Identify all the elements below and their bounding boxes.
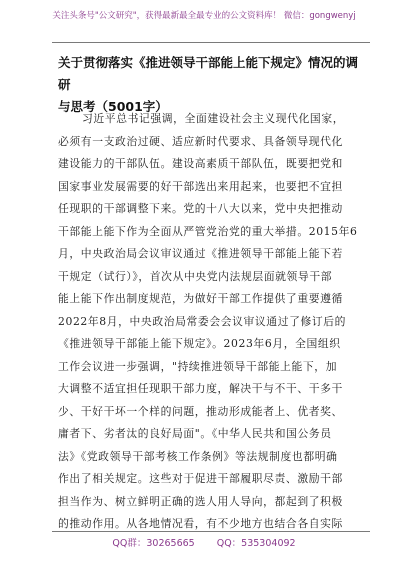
body-line: 《推进领导干部能上能下规定》。2023年6月，全国组织 — [58, 337, 341, 350]
body-line: 干规定（试行）》，首次从中央党内法规层面就领导干部 — [58, 269, 333, 283]
footer — [0, 537, 408, 551]
header-divider — [52, 42, 370, 43]
body-line: 庸者下、劣者汰的良好局面"。《中华人民共和国公务员 — [58, 427, 332, 440]
title-line-2: 与思考（5001字） — [58, 99, 168, 114]
body-line: 少、干好干坏一个样的问题，推动形成能者上、优者奖、 — [58, 404, 343, 418]
body-line: 干部能上能下作为全面从严管党治党的重大举措。2015年6 — [58, 224, 358, 238]
body-line: 作出了相关规定。这些对于促进干部履职尽责、激励干部 — [58, 472, 343, 485]
body-line: 任现职的干部调整下来。党的十八大以来，党中央把推动 — [58, 202, 343, 215]
body-line: 大调整不适宜担任现职干部力度，解决干与不干、干多干 — [58, 382, 343, 395]
body-line: 国家事业发展需要的好干部选出来用起来，也要把不宜担 — [58, 179, 343, 193]
body-line: 担当作为、树立鲜明正确的选人用人导向，都起到了积极 — [58, 494, 343, 508]
header-banner: 关注头条号"公文研究"，获得最新最全最专业的公文资料库！ 微信：gongwenyj — [52, 11, 356, 21]
title-line-1: 关于贯彻落实《推进领导干部能上能下规定》情况的调研 — [58, 55, 359, 92]
body-line: 建设能力的干部队伍。建设高素质干部队伍，既要把党和 — [58, 157, 343, 170]
body-line: 工作会议进一步强调，"持续推进领导干部能上能下，加 — [58, 359, 338, 373]
body-line: 必须有一支政治过硬、适应新时代要求、具备领导现代化 — [58, 134, 343, 148]
footer-qq: QQ：535304092 — [216, 538, 296, 549]
footer-qq-group: QQ群：30265665 — [112, 538, 195, 549]
body-line: 法》《党政领导干部考核工作条例》等法规制度也都明确 — [58, 449, 338, 463]
body-line: 2022年8月，中央政治局常委会会议审议通过了修订后的 — [58, 314, 347, 328]
body-line: 习近平总书记强调，全面建设社会主义现代化国家， — [82, 112, 345, 125]
body-line: 的推动作用。从各地情况看，有不少地方也结合各自实际 — [58, 517, 343, 530]
footer-divider — [52, 531, 370, 532]
document-body — [58, 108, 360, 536]
body-line: 月，中央政治局会议审议通过《推进领导干部能上能下若 — [58, 247, 343, 260]
body-line: 能上能下作出制度规范，为做好干部工作提供了重要遵循 — [58, 292, 343, 305]
